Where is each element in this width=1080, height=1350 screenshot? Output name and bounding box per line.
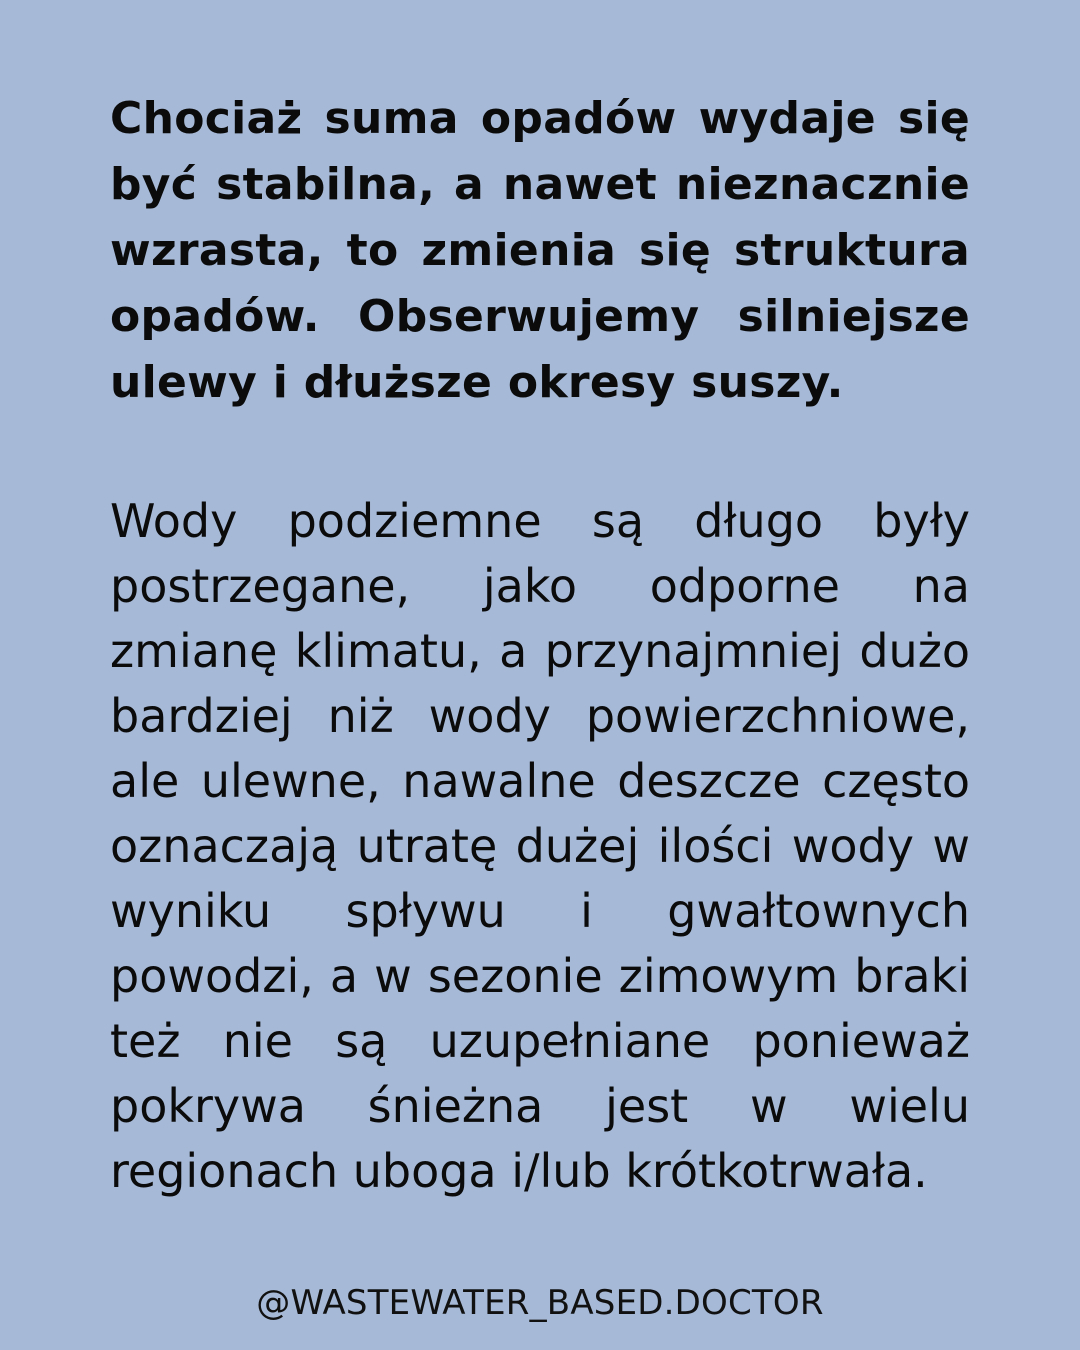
body-paragraph: Wody podziemne są długo były postrzegane, jako odporne na zmianę klimatu, a przynajmniej dużo bardziej niż wody powierzchniowe, ale ulewne, nawalne deszcze często oznaczają utratę dużej ilości wody w wyniku spływu i gwałtownych powodzi, a w sezonie zimowym braki też nie są uzupełniane ponieważ pokrywa śnieżna jest w wielu regionach uboga i/lub krótkotrwała.: [110, 494, 970, 1198]
lead-paragraph: Chociaż suma opadów wydaje się być stabilna, a nawet nieznacznie wzrasta, to zmienia się struktura opadów. Obserwujemy silniejsze ulewy i dłuższe okresy suszy.: [110, 93, 970, 408]
post-content: [110, 86, 970, 1204]
author-handle: @WASTEWATER_BASED.DOCTOR: [256, 1283, 824, 1323]
